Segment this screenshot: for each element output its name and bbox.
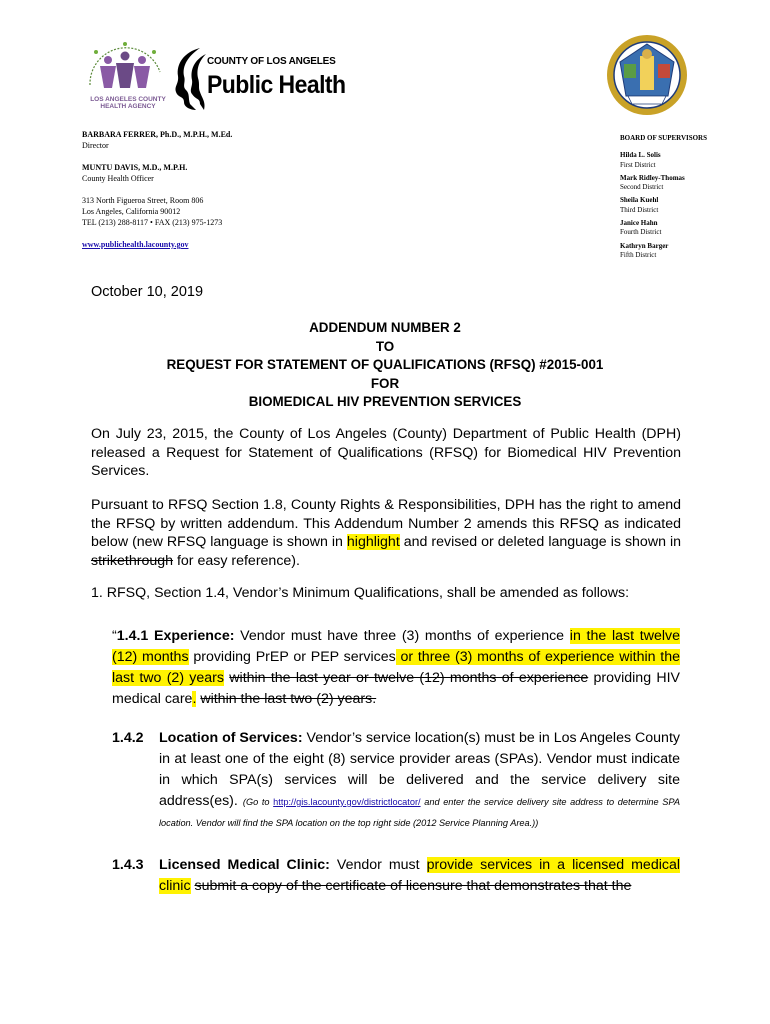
officer-name: MUNTU DAVIS, M.D., M.P.H. [82, 163, 188, 172]
heading-line: REQUEST FOR STATEMENT OF QUALIFICATIONS (RFSQ) #2015-001 [166, 357, 604, 372]
document-date: October 10, 2019 [91, 284, 204, 300]
address-line2: Los Angeles, California 90012 [82, 207, 181, 216]
board-member-district: Fifth District [620, 250, 657, 259]
section-label: 1.4.1 Experience: [116, 628, 235, 644]
section-text: providing HIV medical care [112, 670, 681, 707]
highlighted-text: provide services in a licensed medical clinic [159, 857, 680, 894]
website-link[interactable]: www.publichealth.lacounty.gov [82, 240, 189, 249]
highlighted-text: or three (3) months of experience within the last two (2) years [112, 649, 681, 686]
section-1-4-2 [159, 728, 680, 833]
section-text: Vendor’s service location(s) must be in Los Angeles County in at least one of the eight (8) service provider areas (SPAs). Vendor must indicate in which SPA(s) services will be delivered and the service delivery site address(es). [159, 730, 680, 809]
ph-county-label: COUNTY OF LOS ANGELES [207, 56, 336, 67]
phone-fax: TEL (213) 288-8117 • FAX (213) 975-1273 [82, 218, 223, 227]
heading-line: BIOMEDICAL HIV PREVENTION SERVICES [248, 394, 522, 409]
public-health-profile-icon [170, 46, 210, 112]
section-label: Licensed Medical Clinic: [159, 857, 330, 873]
highlighted-text: in the last twelve (12) months [112, 628, 680, 665]
board-heading: BOARD OF SUPERVISORS [620, 134, 708, 142]
document-heading [60, 319, 710, 412]
board-member-name: Janice Hahn [620, 219, 658, 228]
section-text: Vendor must have three (3) months of experience [234, 628, 570, 644]
board-member-district: Second District [620, 183, 664, 192]
strikethrough-sample: strikethrough [91, 552, 174, 569]
note-text: ( [242, 797, 246, 807]
ph-title: Public Health [207, 71, 346, 99]
director-title: Director [82, 141, 109, 150]
county-seal-logo [606, 34, 688, 116]
board-member-district: First District [620, 160, 656, 169]
open-quote: “ [112, 628, 117, 644]
intro-paragraph: On July 23, 2015, the County of Los Angeles (County) Department of Public Health (DPH) released a Request for Statement of Qualifications (RFSQ) for Biomedical HIV Prevention Services. [91, 426, 681, 479]
officer-title: County Health Officer [82, 174, 154, 183]
heading-line: ADDENDUM NUMBER 2 [309, 320, 461, 335]
section-1-4-3 [159, 855, 680, 897]
note-text: Go to [245, 797, 274, 807]
letterhead-left-column [82, 129, 232, 250]
agency-name-line2: HEALTH AGENCY [100, 103, 156, 110]
highlighted-text: . [192, 691, 197, 707]
section-text: Vendor must [329, 857, 427, 873]
para2-text: and revised or deleted language is shown in [399, 534, 681, 550]
para2-text: Pursuant to RFSQ Section 1.8, County Rights & Responsibilities, DPH has the right to amend the RFSQ by written addendum. This Addendum Number 2 amends this RFSQ as indicated below (new RFSQ language is shown in [91, 497, 681, 550]
struck-text: within the last year or twelve (12) months of experience [229, 670, 589, 686]
para2-text: for easy reference). [173, 552, 300, 569]
highlight-sample: highlight [346, 534, 400, 550]
board-member-district: Third District [620, 205, 659, 214]
district-locator-link[interactable]: http://gis.lacounty.gov/districtlocator/ [273, 797, 421, 807]
pursuant-paragraph [91, 496, 681, 570]
heading-line: TO [375, 338, 395, 354]
section-label: Location of Services: [159, 730, 303, 746]
section-text: providing PrEP or PEP services [188, 649, 396, 665]
struck-text: within the last two (2) years. [200, 691, 377, 707]
heading-line: FOR [370, 375, 400, 391]
note-text: and enter the service delivery site address to determine SPA location. Vendor will find the SPA location on the top right side (2012 Service Planning Area.)) [159, 797, 680, 828]
agency-name-line1: LOS ANGELES COUNTY [90, 96, 166, 103]
health-agency-caption [88, 96, 168, 110]
amendment-item-1: 1. RFSQ, Section 1.4, Vendor’s Minimum Qualifications, shall be amended as follows: [91, 585, 630, 601]
board-of-supervisors [620, 134, 707, 260]
address-line1: 313 North Figueroa Street, Room 806 [82, 196, 204, 205]
board-member-name: Hilda L. Solis [620, 151, 661, 160]
section-number: 1.4.2 [112, 730, 144, 746]
board-member-name: Mark Ridley-Thomas [620, 173, 685, 182]
board-member-name: Kathryn Barger [620, 241, 669, 250]
struck-text: submit a copy of the certificate of licensure that demonstrates that the [194, 878, 632, 894]
board-member-name: Sheila Kuehl [620, 196, 659, 205]
board-member-district: Fourth District [620, 228, 662, 237]
director-name: BARBARA FERRER, Ph.D., M.P.H., M.Ed. [82, 130, 233, 139]
section-1-4-1 [112, 626, 680, 710]
section-number: 1.4.3 [112, 857, 144, 873]
